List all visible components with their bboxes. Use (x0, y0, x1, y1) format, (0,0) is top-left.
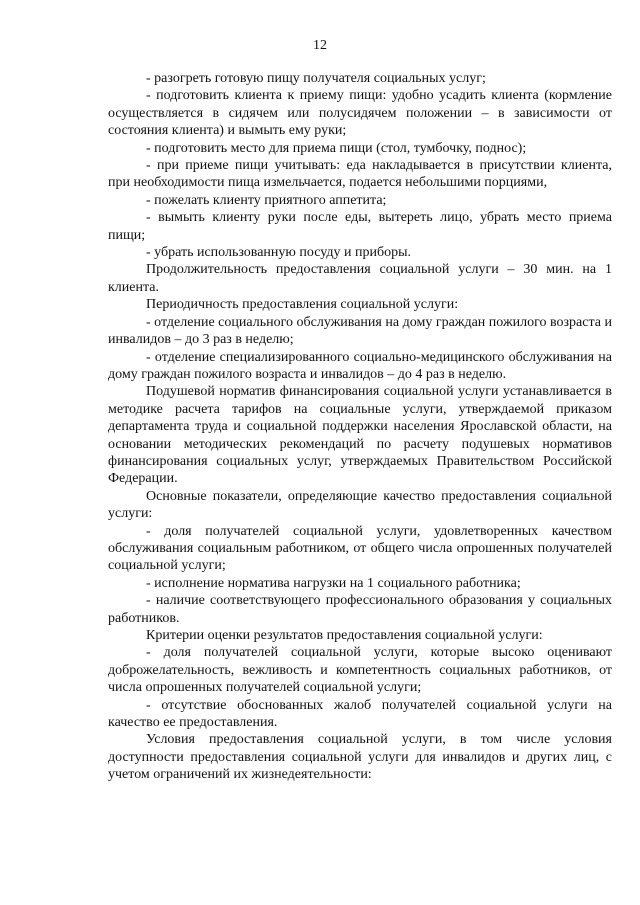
paragraph: - доля получателей социальной услуги, которые высоко оценивают доброжелательность, вежливость и компетентность социальных работников, от числа опрошенных получателей социальной услуги; (108, 645, 612, 696)
page-number: 12 (313, 38, 327, 53)
paragraph: Критерии оценки результатов предоставления социальной услуги: (146, 628, 543, 643)
paragraph: - отделение социального обслуживания на дому граждан пожилого возраста и инвалидов – до 3 раз в неделю; (108, 314, 612, 348)
paragraph: - отделение специализированного социально-медицинского обслуживания на дому граждан пожилого возраста и инвалидов – до 4 раз в неделю. (108, 349, 612, 382)
paragraph: - доля получателей социальной услуги, удовлетворенных качеством обслуживания социальным работником, от общего числа опрошенных получателей социальной услуги; (108, 523, 612, 574)
paragraph: Условия предоставления социальной услуги, в том числе условия доступности предоставления социальной услуги для инвалидов и других лиц, с учетом ограничений их жизнедеятельности: (108, 732, 612, 783)
paragraph: - вымыть клиенту руки после еды, вытереть лицо, убрать место приема пищи; (108, 210, 612, 243)
paragraph: - разогреть готовую пищу получателя социальных услуг; (146, 71, 486, 86)
paragraph: - подготовить место для приема пищи (стол, тумбочку, поднос); (146, 140, 527, 156)
paragraph: - при приеме пищи учитывать: еда накладывается в присутствии клиента, при необходимости пища измельчается, подается небольшими порциями, (108, 158, 612, 191)
paragraph: - подготовить клиента к приему пищи: удобно усадить клиента (кормление осуществляется в сидячем или полусидячем положении – в зависимости от состояния клиента) и вымыть ему руки; (108, 88, 612, 139)
paragraph: - убрать использованную посуду и приборы. (146, 245, 411, 261)
paragraph: Основные показатели, определяющие качество предоставления социальной услуги: (108, 488, 612, 522)
paragraph: - наличие соответствующего профессионального образования у социальных работников. (108, 593, 612, 626)
paragraph: - пожелать клиенту приятного аппетита; (146, 192, 387, 208)
document-body (108, 70, 612, 784)
paragraph: Подушевой норматив финансирования социальной услуги устанавливается в методике расчета тарифов на социальные услуги, утверждаемой приказом департамента труда и социальной поддержки населения Ярославской области, на основании методических рекомендаций по расчету подушевых нормативов финансирования социальных услуг, утверждаемых Правительством Российской Федерации. (108, 384, 612, 487)
paragraph: - отсутствие обоснованных жалоб получателей социальной услуги на качество ее предоставления. (108, 697, 612, 731)
paragraph: - исполнение норматива нагрузки на 1 социального работника; (146, 575, 521, 591)
paragraph: Продолжительность предоставления социальной услуги – 30 мин. на 1 клиента. (108, 262, 612, 295)
paragraph: Периодичность предоставления социальной услуги: (146, 297, 459, 313)
